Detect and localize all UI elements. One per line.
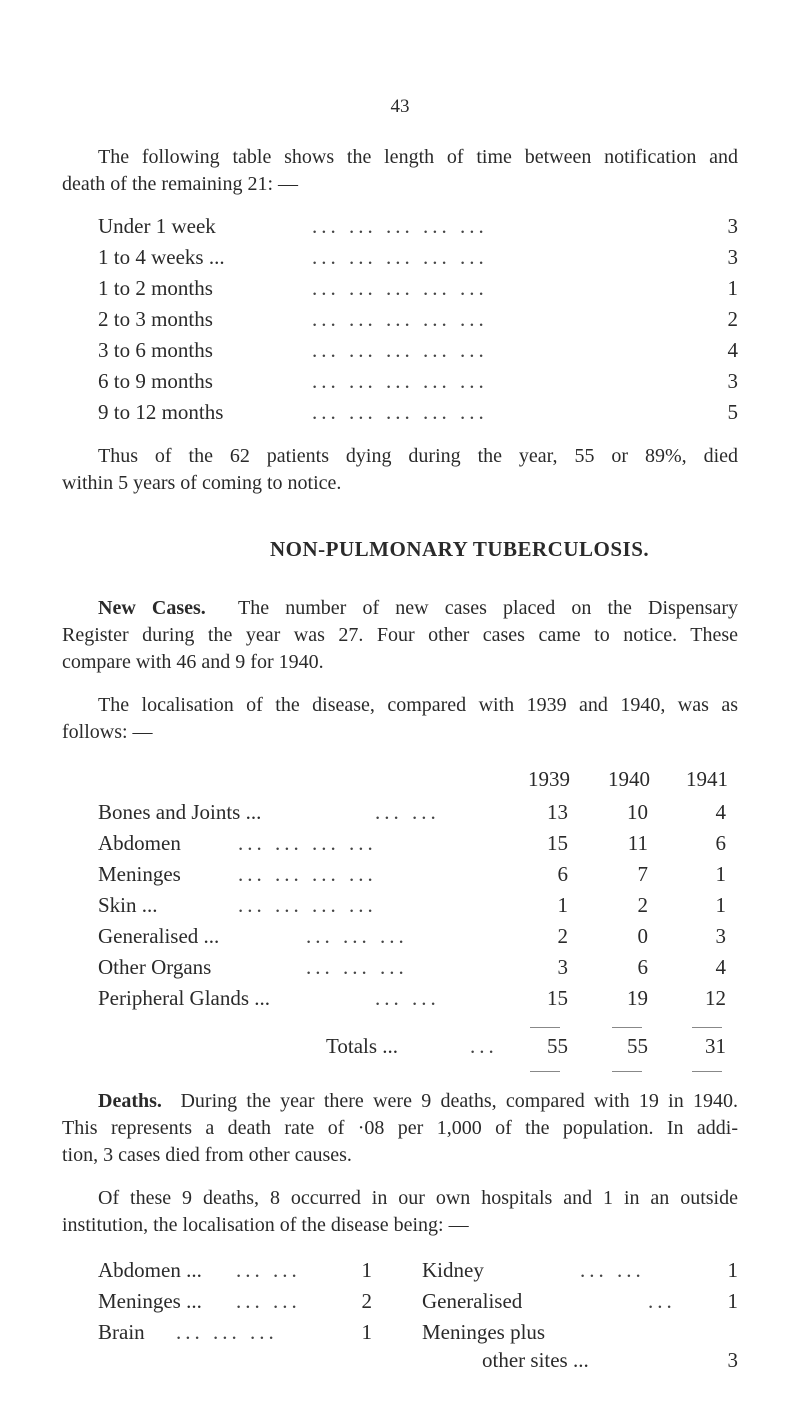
localisation-cell: 10: [627, 800, 648, 824]
localisation-cell: 3: [557, 955, 568, 979]
duration-row-dots: ... ... ... ... ...: [312, 214, 488, 238]
deaths-line-2: This represents a death rate of ·08 per 1,000 of the population. In addi-: [62, 1117, 738, 1139]
totals-rule-bottom: [530, 1071, 560, 1072]
localisation-cell: 15: [547, 831, 568, 855]
duration-row-label: Under 1 week: [98, 214, 216, 238]
totals-rule-bottom: [612, 1071, 642, 1072]
duration-row-label: 2 to 3 months: [98, 307, 213, 331]
deaths-detail-line-2: institution, the localisation of the disease being: —: [62, 1214, 469, 1236]
intro-line-1: The following table shows the length of time between notification and: [98, 146, 738, 168]
duration-row-label: 6 to 9 months: [98, 369, 213, 393]
totals-dots: ...: [470, 1034, 498, 1058]
localisation-cell: 3: [715, 924, 726, 948]
intro-line-2: death of the remaining 21: —: [62, 173, 299, 195]
duration-row-value: 2: [727, 307, 738, 331]
localisation-cell: 1: [715, 862, 726, 886]
localisation-intro-paragraph: [62, 692, 738, 746]
death-site-dots: ... ... ...: [176, 1320, 278, 1344]
localisation-cell: 2: [637, 893, 648, 917]
death-site-dots: ... ...: [580, 1258, 645, 1282]
duration-row-value: 3: [727, 245, 738, 269]
new-cases-text-1: The number of new cases placed on the Dispensary: [238, 597, 738, 619]
duration-row-value: 4: [727, 338, 738, 362]
summary-line-2: within 5 years of coming to notice.: [62, 472, 342, 494]
new-cases-lead: New Cases.: [98, 597, 206, 619]
intro-paragraph: [62, 144, 738, 198]
localisation-cell: 0: [637, 924, 648, 948]
death-site-label: other sites ...: [482, 1348, 589, 1372]
duration-row-dots: ... ... ... ... ...: [312, 245, 488, 269]
duration-row-label: 1 to 4 weeks ...: [98, 245, 225, 269]
duration-row-dots: ... ... ... ... ...: [312, 276, 488, 300]
duration-row-label: 1 to 2 months: [98, 276, 213, 300]
localisation-cell: 15: [547, 986, 568, 1010]
duration-row-label: 3 to 6 months: [98, 338, 213, 362]
localisation-cell: 13: [547, 800, 568, 824]
localisation-row-dots: ... ... ... ...: [238, 893, 377, 917]
localisation-row-label: Meninges: [98, 862, 181, 886]
localisation-cell: 19: [627, 986, 648, 1010]
localisation-row-label: Abdomen: [98, 831, 181, 855]
section-heading: NON-PULMONARY TUBERCULOSIS.: [270, 537, 650, 561]
summary-paragraph: [62, 443, 738, 497]
deaths-lead: Deaths.: [98, 1090, 162, 1112]
totals-rule-top: [530, 1027, 560, 1028]
deaths-line-3: tion, 3 cases died from other causes.: [62, 1144, 352, 1166]
death-site-value: 2: [361, 1289, 372, 1313]
death-site-label: Abdomen ...: [98, 1258, 202, 1282]
death-site-label: Kidney: [422, 1258, 484, 1282]
page-number: 43: [390, 96, 410, 117]
duration-row-dots: ... ... ... ... ...: [312, 400, 488, 424]
totals-rule-bottom: [692, 1071, 722, 1072]
localisation-row-dots: ... ... ... ...: [238, 862, 377, 886]
localisation-row-label: Generalised ...: [98, 924, 220, 948]
death-site-value: 1: [727, 1289, 738, 1313]
death-site-value: 1: [361, 1258, 372, 1282]
totals-label: Totals ...: [326, 1034, 399, 1058]
new-cases-line-1: [62, 595, 738, 622]
death-site-label: Meninges ...: [98, 1289, 202, 1313]
localisation-cell: 6: [715, 831, 726, 855]
localisation-row-dots: ... ... ...: [306, 955, 408, 979]
duration-row-value: 3: [727, 369, 738, 393]
year-header: 1940: [608, 767, 650, 791]
totals-cell: 55: [627, 1034, 648, 1058]
localisation-cell: 11: [627, 831, 648, 855]
localisation-cell: 4: [715, 800, 726, 824]
localisation-row-label: Skin ...: [98, 893, 158, 917]
localisation-cell: 6: [557, 862, 568, 886]
death-site-value: 1: [727, 1258, 738, 1282]
localisation-row-dots: ... ...: [375, 986, 440, 1010]
localisation-cell: 1: [715, 893, 726, 917]
localisation-row-label: Other Organs: [98, 955, 212, 979]
summary-line-1: Thus of the 62 patients dying during the year, 55 or 89%, died: [98, 445, 738, 467]
localisation-cell: 1: [557, 893, 568, 917]
new-cases-line-2: Register during the year was 27. Four other cases came to notice. These: [62, 624, 738, 646]
duration-row-value: 5: [727, 400, 738, 424]
duration-row-dots: ... ... ... ... ...: [312, 369, 488, 393]
new-cases-line-3: compare with 46 and 9 for 1940.: [62, 651, 324, 673]
totals-rule-top: [692, 1027, 722, 1028]
death-site-label: Brain: [98, 1320, 145, 1344]
localisation-row-label: Bones and Joints ...: [98, 800, 262, 824]
localisation-intro-line-1: The localisation of the disease, compared with 1939 and 1940, was as: [98, 694, 738, 716]
totals-rule-top: [612, 1027, 642, 1028]
deaths-text-1: During the year there were 9 deaths, compared with 19 in 1940.: [180, 1090, 739, 1112]
localisation-cell: 12: [705, 986, 726, 1010]
deaths-paragraph: [62, 1088, 738, 1169]
death-site-label: Meninges plus: [422, 1320, 546, 1344]
duration-row-value: 3: [727, 214, 738, 238]
year-header: 1939: [528, 767, 570, 791]
localisation-cell: 4: [715, 955, 726, 979]
localisation-cell: 6: [637, 955, 648, 979]
localisation-row-dots: ... ... ... ...: [238, 831, 377, 855]
death-site-dots: ... ...: [236, 1289, 301, 1313]
localisation-cell: 7: [637, 862, 648, 886]
localisation-cell: 2: [557, 924, 568, 948]
duration-row-dots: ... ... ... ... ...: [312, 338, 488, 362]
localisation-intro-line-2: follows: —: [62, 721, 153, 743]
localisation-row-label: Peripheral Glands ...: [98, 986, 271, 1010]
death-site-dots: ... ...: [236, 1258, 301, 1282]
death-site-value: 3: [727, 1348, 738, 1372]
duration-row-value: 1: [727, 276, 738, 300]
duration-row-label: 9 to 12 months: [98, 400, 224, 424]
deaths-detail-line-1: Of these 9 deaths, 8 occurred in our own hospitals and 1 in an outside: [98, 1187, 738, 1209]
deaths-line-1: [62, 1088, 738, 1115]
deaths-detail-paragraph: [62, 1185, 738, 1239]
totals-cell: 31: [705, 1034, 726, 1058]
death-site-dots: ...: [648, 1289, 676, 1313]
duration-row-dots: ... ... ... ... ...: [312, 307, 488, 331]
totals-cell: 55: [547, 1034, 568, 1058]
death-site-label: Generalised: [422, 1289, 523, 1313]
localisation-row-dots: ... ...: [375, 800, 440, 824]
localisation-row-dots: ... ... ...: [306, 924, 408, 948]
year-header: 1941: [686, 767, 728, 791]
death-site-value: 1: [361, 1320, 372, 1344]
new-cases-paragraph: [62, 595, 738, 676]
